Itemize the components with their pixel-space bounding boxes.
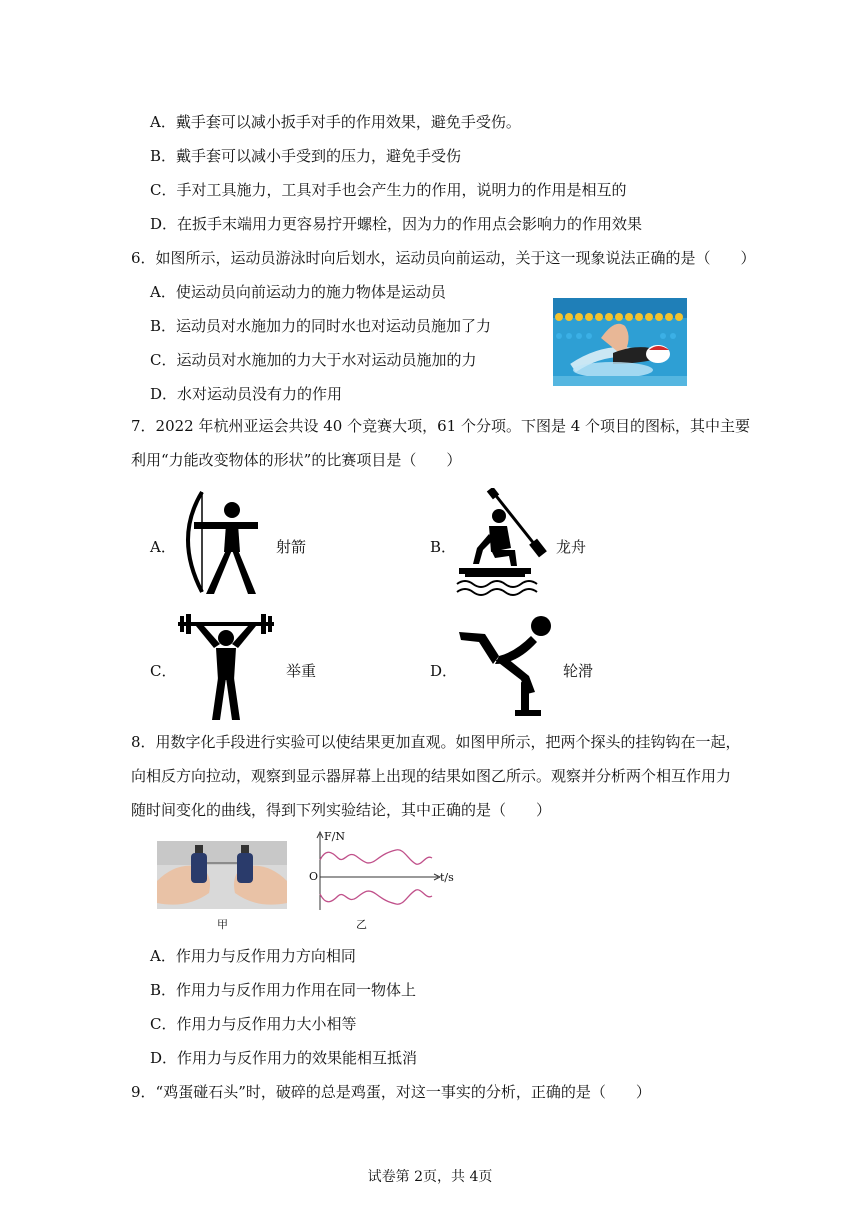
q7-option-a-letter: A． (150, 538, 176, 556)
q7-option-c-letter: C． (150, 662, 177, 680)
roller-skating-icon (455, 612, 559, 722)
q6-option-a: A．使运动员向前运动力的施力物体是运动员 (150, 283, 446, 301)
archery-icon (180, 488, 264, 596)
q5-option-c: C．手对工具施力，工具对手也会产生力的作用，说明力的作用是相互的 (150, 181, 627, 199)
fig-label-jia: 甲 (217, 918, 228, 931)
force-sensor-photo (157, 841, 287, 909)
q8-stem-line3: 随时间变化的曲线，得到下列实验结论，其中正确的是（ ） (131, 801, 552, 819)
page-footer: 试卷第 2页，共 4页 (367, 1169, 493, 1185)
q7-option-d-name: 轮滑 (563, 662, 594, 680)
q8-stem-line2: 向相反方向拉动，观察到显示器屏幕上出现的结果如图乙所示。观察并分析两个相互作用力 (131, 767, 732, 785)
q5-option-a: A．戴手套可以减小扳手对手的作用效果，避免手受伤。 (150, 113, 521, 131)
q9-stem: 9．“鸡蛋碰石头”时，破碎的总是鸡蛋，对这一事实的分析，正确的是（ ） (131, 1083, 651, 1101)
swimmer-photo (553, 298, 687, 386)
fig-label-yi: 乙 (356, 918, 367, 931)
q6-option-c: C．运动员对水施加的力大于水对运动员施加的力 (150, 351, 477, 369)
q8-option-b: B．作用力与反作用力作用在同一物体上 (150, 981, 417, 999)
q8-option-c: C．作用力与反作用力大小相等 (150, 1015, 357, 1033)
q8-option-a: A．作用力与反作用力方向相同 (150, 947, 356, 965)
q8-stem-line1: 8．用数字化手段进行实验可以使结果更加直观。如图甲所示，把两个探头的挂钩钩在一起， (131, 733, 741, 751)
graph-origin: O (309, 870, 319, 883)
q7-option-b-letter: B． (430, 538, 457, 556)
graph-y-label: F/N (324, 830, 345, 843)
q7-stem-line2: 利用“力能改变物体的形状”的比赛项目是（ ） (131, 451, 462, 469)
q7-stem-line1: 7．2022 年杭州亚运会共设 40 个竞赛大项，61 个分项。下图是 4 个项目的图标，其中主要 (131, 417, 751, 435)
weightlifting-icon (176, 612, 276, 722)
q6-stem: 6．如图所示，运动员游泳时向后划水，运动员向前运动，关于这一现象说法正确的是（ ） (131, 249, 756, 267)
q6-option-d: D．水对运动员没有力的作用 (150, 385, 343, 403)
force-time-graph (306, 830, 456, 914)
q6-option-b: B．运动员对水施加力的同时水也对运动员施加了力 (150, 317, 492, 335)
graph-x-label: t/s (440, 871, 454, 884)
q7-option-a-name: 射箭 (276, 538, 307, 556)
q8-option-d: D．作用力与反作用力的效果能相互抵消 (150, 1049, 418, 1067)
q7-option-c-name: 举重 (286, 662, 317, 680)
q7-option-d-letter: D． (430, 662, 458, 680)
dragon-boat-icon (455, 488, 551, 598)
q7-option-b-name: 龙舟 (556, 538, 587, 556)
q5-option-d: D．在扳手末端用力更容易拧开螺栓，因为力的作用点会影响力的作用效果 (150, 215, 643, 233)
q5-option-b: B．戴手套可以减小手受到的压力，避免手受伤 (150, 147, 462, 165)
